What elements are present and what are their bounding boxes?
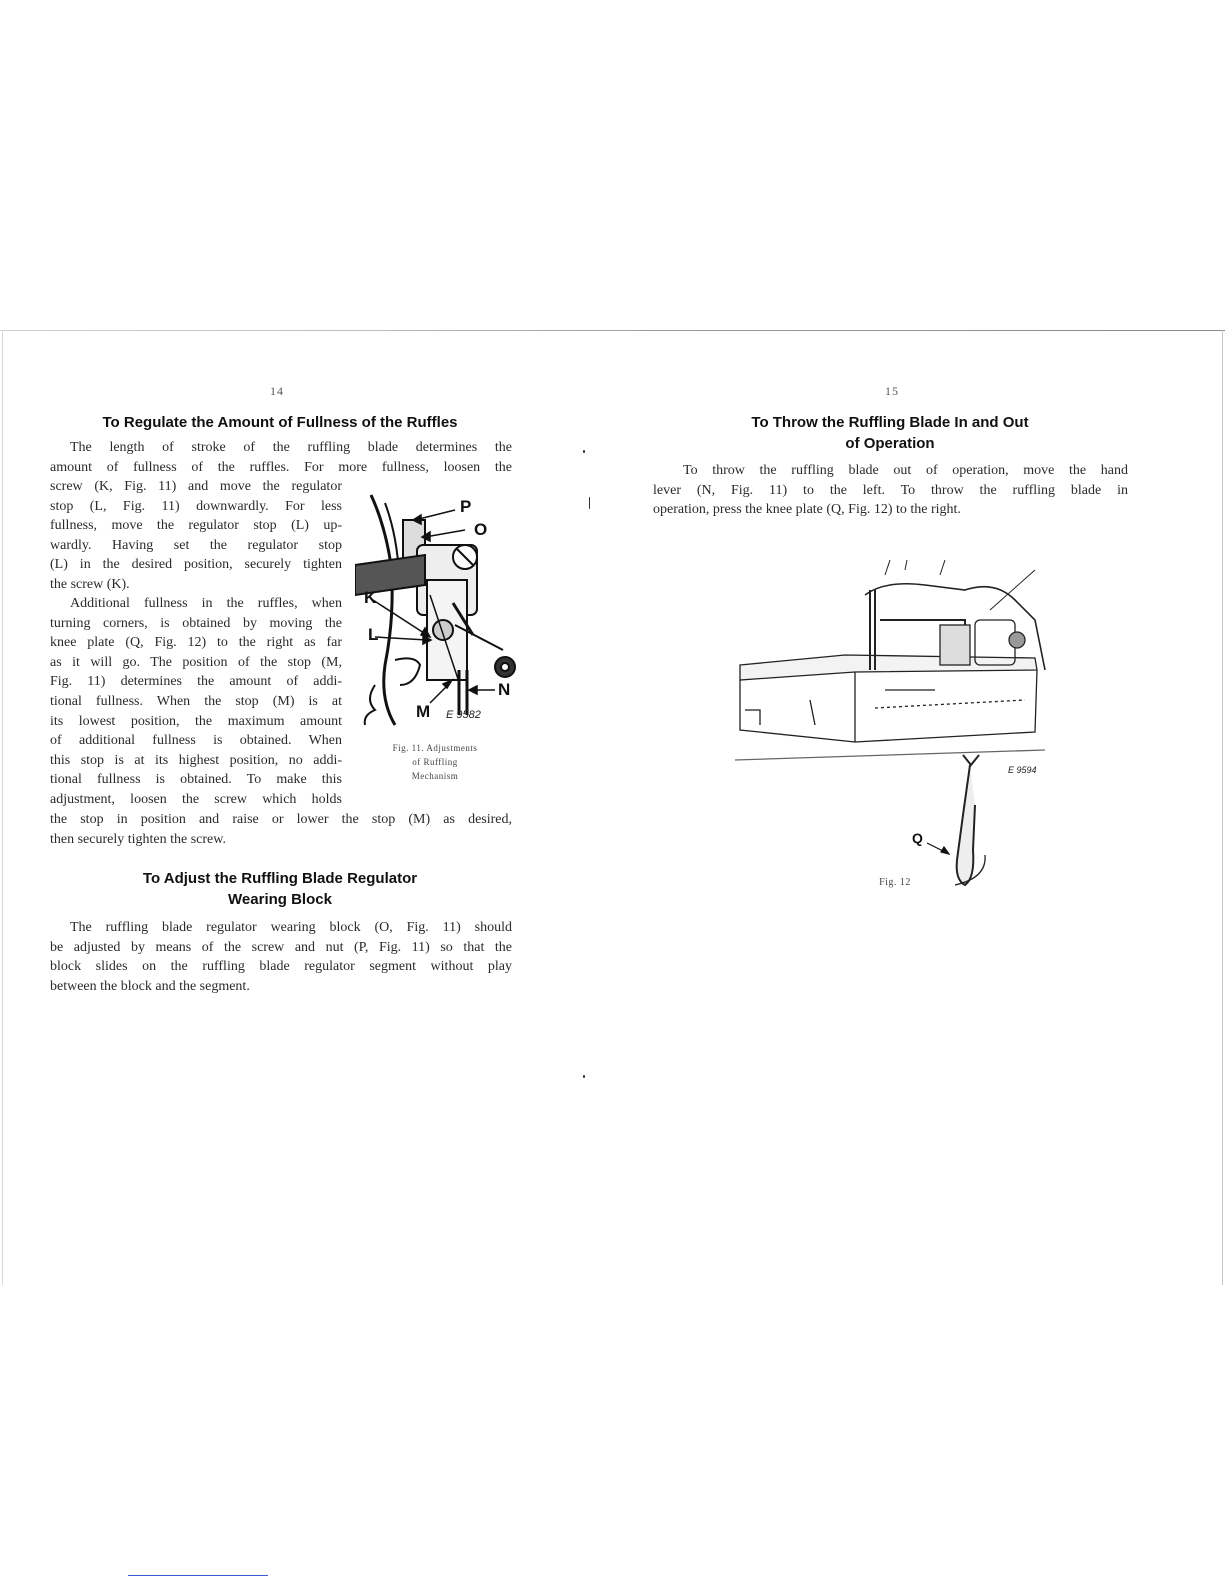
callout-n: N [498, 680, 511, 699]
caption-line: of Ruffling [412, 757, 458, 767]
caption-line: Mechanism [411, 771, 459, 781]
caption-line: Fig. 11. Adjustments [392, 743, 478, 753]
speck [583, 1075, 585, 1078]
callout-k: K [364, 588, 377, 607]
page-number-left: 14 [270, 384, 284, 398]
text-line: lever (N, Fig. 11) to the left. To throw the ruffling blade in [653, 482, 1128, 498]
text-line: adjustment, loosen the screw which holds [50, 791, 342, 807]
text-line: between the block and the segment. [50, 978, 250, 994]
text-line: tional fullness is obtained. To make this [50, 772, 342, 788]
text-line: operation, press the knee plate (Q, Fig. 12) to the right. [653, 502, 961, 518]
figure-12-caption: Fig. 12 [879, 877, 911, 888]
callout-m: M [416, 702, 431, 721]
text-line: the screw (K). [50, 576, 130, 592]
text-line: The ruffling blade regulator wearing block (O, Fig. 11) should [70, 920, 512, 935]
speck [589, 497, 590, 509]
heading-line: To Throw the Ruffling Blade In and Out [751, 414, 1029, 431]
figure-11-caption [355, 741, 515, 783]
text-line: be adjusted by means of the screw and nut (P, Fig. 11) so that the [50, 939, 512, 955]
figure-11-code: E 9582 [446, 709, 481, 721]
text-line: (L) in the desired position, securely tighten [50, 557, 342, 573]
text-line: of additional fullness is obtained. When [50, 733, 342, 749]
text-line: Fig. 11) determines the amount of addi- [50, 674, 342, 690]
callout-p: P [460, 497, 472, 516]
section-heading-wearing-block [60, 868, 500, 910]
figure-12-sewing-machine-table [735, 560, 1065, 890]
paragraph-throw-blade [653, 461, 1128, 520]
heading-line: To Adjust the Ruffling Blade Regulator [142, 870, 418, 887]
text-line: knee plate (Q, Fig. 12) to the right as far [50, 635, 342, 651]
scan-edge-left [2, 330, 3, 1285]
heading-line: Wearing Block [228, 891, 332, 908]
text-line: amount of fullness of the ruffles. For more fullness, loosen the [50, 459, 512, 475]
paragraph-fullness-narrow [50, 477, 342, 595]
figure-12-code: E 9594 [1008, 765, 1037, 775]
text-line: turning corners, is obtained by moving the [50, 615, 342, 631]
text-line: stop (L, Fig. 11) downwardly. For less [50, 498, 342, 514]
text-line: then securely tighten the screw. [50, 831, 226, 847]
text-line: block slides on the ruffling blade regulator segment without play [50, 959, 512, 975]
scan-edge-top [0, 330, 1225, 331]
text-line: as it will go. The position of the stop (M, [50, 654, 342, 670]
callout-l: L [368, 625, 379, 644]
paragraph-additional-fullness-wide [50, 810, 512, 849]
text-line: its lowest position, the maximum amount [50, 713, 342, 729]
text-line: this stop is at its highest position, no addi- [50, 752, 342, 768]
text-line: screw (K, Fig. 11) and move the regulator [50, 479, 342, 494]
callout-o: O [474, 520, 488, 539]
text-line: wardly. Having set the regulator stop [50, 537, 342, 553]
section-heading-throw-blade [665, 412, 1115, 454]
paragraph-additional-fullness [50, 594, 342, 810]
heading-line: of Operation [845, 435, 935, 452]
paragraph-fullness-wide [50, 438, 512, 477]
text-line: To throw the ruffling blade out of operation, move the hand [683, 463, 1128, 478]
text-line: the stop in position and raise or lower the stop (M) as desired, [50, 812, 512, 827]
scan-edge-right [1222, 330, 1223, 1285]
speck [583, 450, 585, 453]
text-line: fullness, move the regulator stop (L) up- [50, 518, 342, 534]
page-number-right: 15 [885, 384, 899, 398]
text-line: Additional fullness in the ruffles, when [70, 596, 342, 611]
section-heading-fullness: To Regulate the Amount of Fullness of the Ruffles [102, 414, 458, 431]
callout-q: Q [912, 830, 923, 846]
text-line: The length of stroke of the ruffling blade determines the [70, 440, 512, 455]
text-line: tional fullness. When the stop (M) is at [50, 693, 342, 709]
paragraph-wearing-block [50, 918, 512, 996]
bottom-link-underline [128, 1575, 268, 1576]
